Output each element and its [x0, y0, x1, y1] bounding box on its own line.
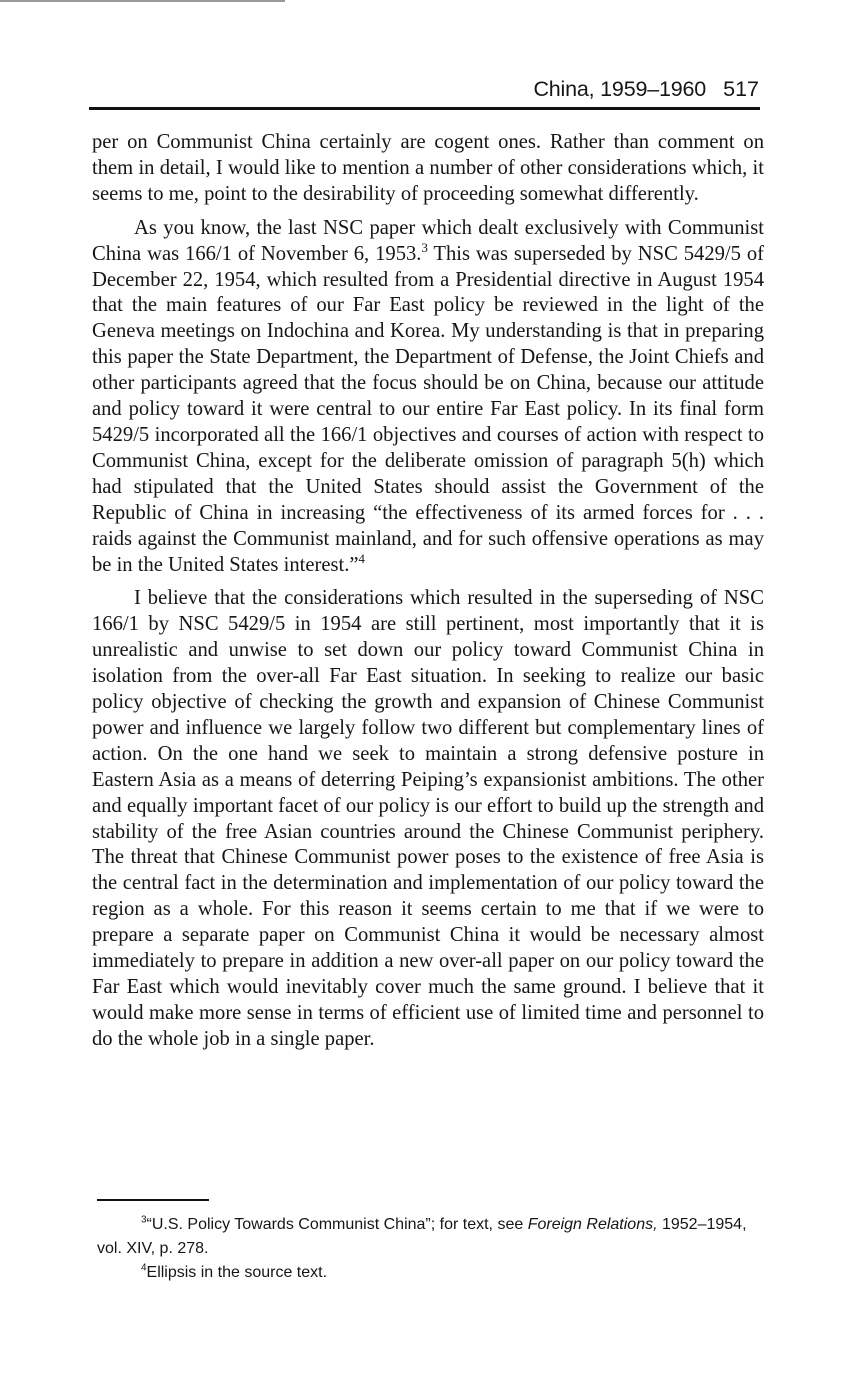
- footnote-3-italic-title: Foreign Relations,: [527, 1216, 658, 1233]
- footnotes: [97, 1213, 773, 1285]
- paragraph-3-text: I believe that the considerations which resulted in the superseding of NSC 166/1 by NSC 5429/5 in 1954 are still pertinent, most importantly that it is unrealistic and unwise to set down our policy toward Communist China in isolation from the over-all Far East situation. In seeking to realize our basic policy objective of checking the growth and expansion of Chinese Communist power and influence we largely follow two different but complementary lines of action. On the one hand we seek to maintain a strong defensive posture in Eastern Asia as a means of deterring Peiping’s expansionist ambitions. The other and equally important facet of our policy is our effort to build up the strength and stability of the free Asian countries around the Chinese Communist periphery. The threat that Chinese Communist power poses to the existence of free Asia is the central fact in the determination and implementation of our policy toward the region as a whole. For this reason it seems certain to me that if we were to prepare a separate paper on Communist China it would be necessary almost immediately to prepare in addition a new over-all paper on our policy toward the Far East which would inevitably cover much the same ground. I believe that it would make more sense in terms of efficient use of limited time and personnel to do the whole job in a single paper.: [92, 587, 764, 1050]
- footnote-4: [97, 1261, 773, 1285]
- scan-edge-line: [0, 0, 285, 2]
- footnote-3-marker: 3: [141, 1214, 147, 1226]
- footnote-4-marker: 4: [141, 1262, 147, 1274]
- footnote-3-text-b: 1952–1954, vol. XIV, p. 278.: [97, 1216, 747, 1257]
- paragraph-2-text-b: This was superseded by NSC 5429/5 of December 22, 1954, which resulted from a Presidential directive in August 1954 that the main features of our Far East policy be reviewed in the light of the Geneva meetings on Indochina and Korea. My understanding is that in preparing this paper the State Department, the Department of Defense, the Joint Chiefs and other participants agreed that the focus should be on China, because our attitude and policy toward it were central to our entire Far East policy. In its final form 5429/5 incorporated all the 166/1 objectives and courses of action with respect to Communist China, except for the deliberate omission of paragraph 5(h) which had stipulated that the United States should assist the Government of the Republic of China in increasing “the effectiveness of its armed forces for . . . raids against the Communist mainland, and for such offensive operations as may be in the United States interest.”: [92, 242, 764, 576]
- body-text: [92, 130, 764, 1061]
- footnote-3-text-a: “U.S. Policy Towards Communist China”; for text, see: [146, 1216, 528, 1233]
- page-number: 517: [723, 77, 759, 101]
- paragraph-1-text: per on Communist China certainly are cogent ones. Rather than comment on them in detail, I would like to mention a number of other considerations which, it seems to me, point to the desirability of proceeding somewhat differently.: [92, 131, 764, 205]
- footnote-ref-3[interactable]: 3: [421, 240, 428, 255]
- paragraph-2-text-a: As you know, the last NSC paper which dealt exclusively with Communist China was 166/1 of November 6, 1953.: [92, 216, 764, 265]
- paragraph-1: [92, 130, 764, 208]
- footnote-ref-4[interactable]: 4: [358, 551, 365, 566]
- footnote-divider: [97, 1199, 209, 1201]
- paragraph-3: [92, 586, 764, 1052]
- running-head: [89, 73, 760, 110]
- paragraph-2: [92, 216, 764, 579]
- footnote-3: [97, 1213, 773, 1261]
- running-head-title: China, 1959–1960: [533, 77, 706, 101]
- footnote-4-text: Ellipsis in the source text.: [146, 1264, 328, 1281]
